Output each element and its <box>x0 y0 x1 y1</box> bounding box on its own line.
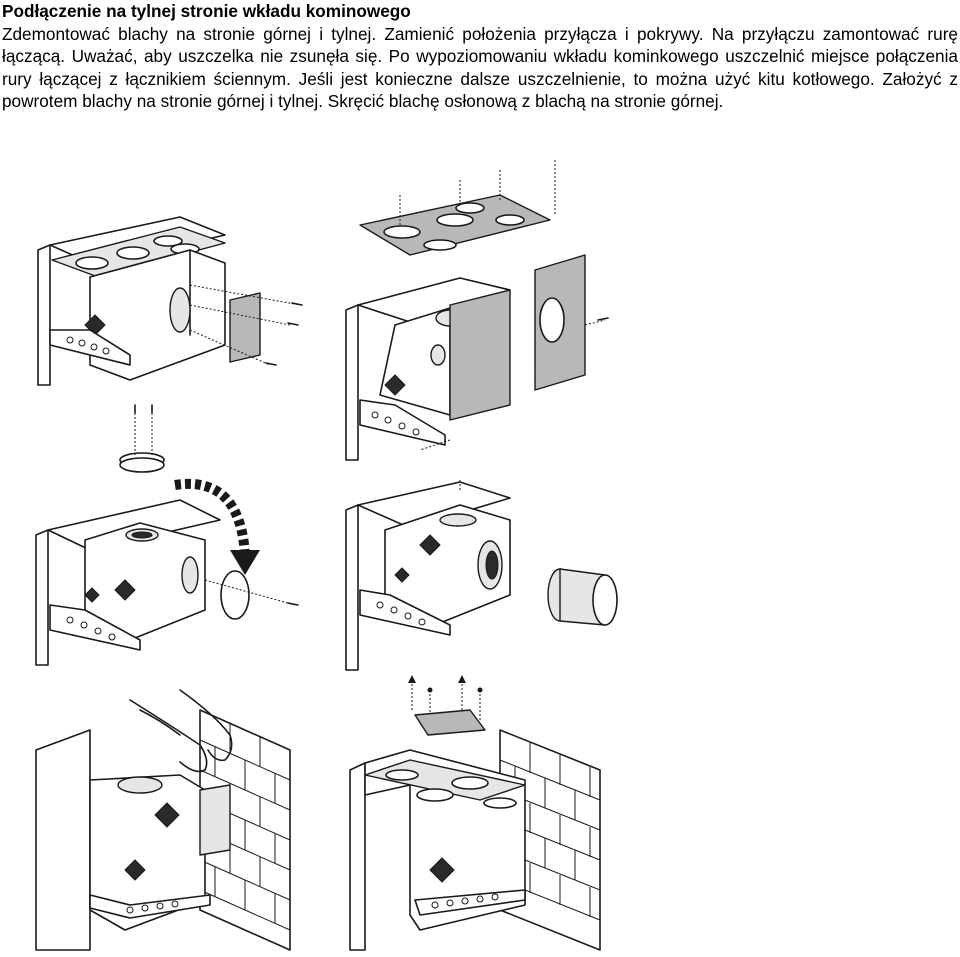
figure-step3-swap-connector <box>30 405 320 665</box>
document-title: Podłączenie na tylnej stronie wkładu kominowego <box>2 1 411 21</box>
figure-step6-reattach-top-plate <box>340 675 640 950</box>
figure-step4-mount-pipe <box>340 480 630 670</box>
cover-disk <box>221 571 249 619</box>
stove-illustration-4 <box>340 480 630 670</box>
back-opening <box>182 557 198 593</box>
screw <box>598 318 608 320</box>
stove-illustration-3 <box>30 405 320 665</box>
side-frame <box>350 763 365 950</box>
stove-illustration-2 <box>340 160 620 460</box>
screw <box>288 603 298 605</box>
stove-illustration-1 <box>30 205 320 385</box>
figure-step5-seal-connection <box>30 690 320 950</box>
screw <box>292 303 302 305</box>
back-plate-left <box>450 290 510 420</box>
pipe-end-front <box>593 575 617 625</box>
figure-step1-remove-back-plate <box>30 205 320 385</box>
back-plate <box>230 293 260 362</box>
side-frame <box>36 730 90 950</box>
hole <box>76 257 108 269</box>
hole <box>117 247 149 259</box>
connecting-pipe <box>200 785 230 855</box>
figure-step2-remove-plates <box>340 160 620 460</box>
document-text <box>2 0 958 113</box>
back-opening <box>170 288 190 332</box>
cover-plate <box>415 710 485 735</box>
side-frame <box>38 245 50 385</box>
document-body: Zdemontować blachy na stronie górnej i tylnej. Zamienić położenia przyłącza i pokrywy. Na przyłączu zamontować rurę łączącą. Uważać, aby uszczelka nie zsunęła się. Po wypoziomowaniu wkładu kominkowego uszczelnić miejsce połączenia rury łączącej z łącznikiem ściennym. Jeśli jest konieczne dalsze uszczelnienie, to można użyć kitu kotłowego. Założyć z powrotem blachy na stronie górnej i tylnej. Skręcić blachę osłonową z blachą na stronie górnej. <box>2 23 958 111</box>
stove-illustration-5 <box>30 690 320 950</box>
screw <box>266 363 276 365</box>
stove-illustration-6 <box>340 675 640 950</box>
